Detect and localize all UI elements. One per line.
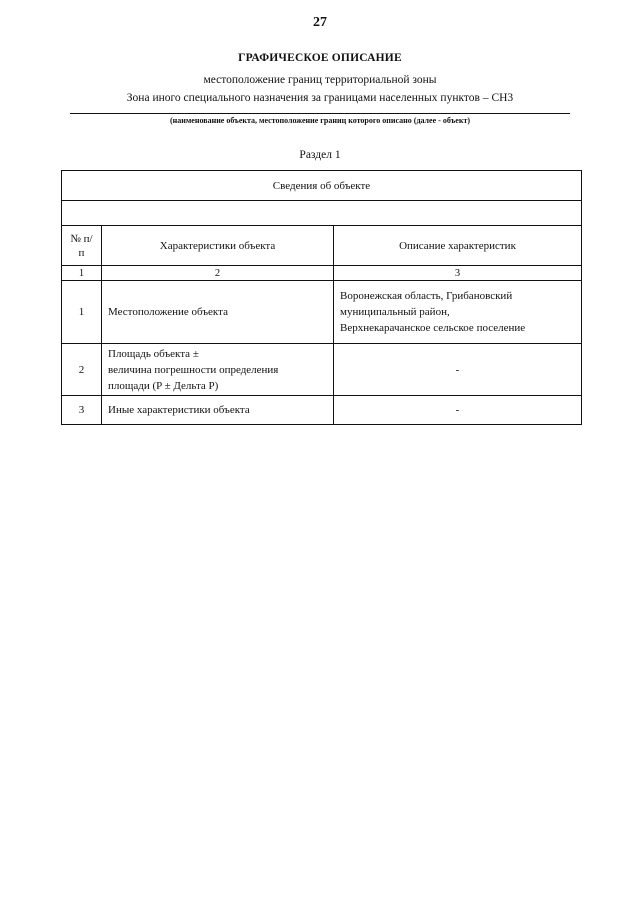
row-characteristic-line: Площадь объекта ± [108, 347, 199, 360]
table-title: Сведения об объекте [62, 171, 582, 201]
page-number: 27 [313, 15, 327, 30]
row-characteristic-line: Местоположение объекта [108, 306, 228, 318]
row-characteristic-line: площади (P ± Дельта P) [108, 379, 219, 392]
column-header-description: Описание характеристик [334, 226, 582, 266]
row-description-line: муниципальный район, [340, 306, 450, 318]
table-row [62, 281, 582, 344]
row-description: - [334, 396, 582, 425]
column-header-num: № п/п [62, 226, 102, 266]
table-row [62, 396, 582, 425]
row-description: - [334, 344, 582, 396]
column-number-3: 3 [334, 266, 582, 281]
row-num: 3 [62, 396, 102, 425]
row-characteristic [102, 396, 334, 425]
document-title: ГРАФИЧЕСКОЕ ОПИСАНИЕ [238, 52, 402, 64]
row-characteristic [102, 281, 334, 344]
column-number-1: 1 [62, 266, 102, 281]
row-characteristic-line: величина погрешности определения [108, 363, 279, 376]
column-header-characteristic: Характеристики объекта [102, 226, 334, 266]
table-blank-row [62, 201, 582, 226]
table-row [62, 344, 582, 396]
row-description-line: Верхнекарачанское сельское поселение [340, 322, 526, 334]
underline-caption: (наименование объекта, местоположение границ которого описано (далее - объект) [169, 116, 471, 125]
subtitle-line-2: Зона иного специального назначения за границами населенных пунктов – СН3 [126, 92, 514, 104]
row-num: 1 [62, 281, 102, 344]
row-characteristic-line: Иные характеристики объекта [108, 404, 250, 416]
title-underline [70, 113, 570, 114]
section-label: Раздел 1 [299, 149, 341, 161]
subtitle-line-1: местоположение границ территориальной зоны [203, 74, 437, 86]
row-description [334, 281, 582, 344]
row-num: 2 [62, 344, 102, 396]
object-info-table [61, 170, 582, 425]
row-description-line: Воронежская область, Грибановский [340, 290, 513, 302]
column-number-2: 2 [102, 266, 334, 281]
row-characteristic [102, 344, 334, 396]
